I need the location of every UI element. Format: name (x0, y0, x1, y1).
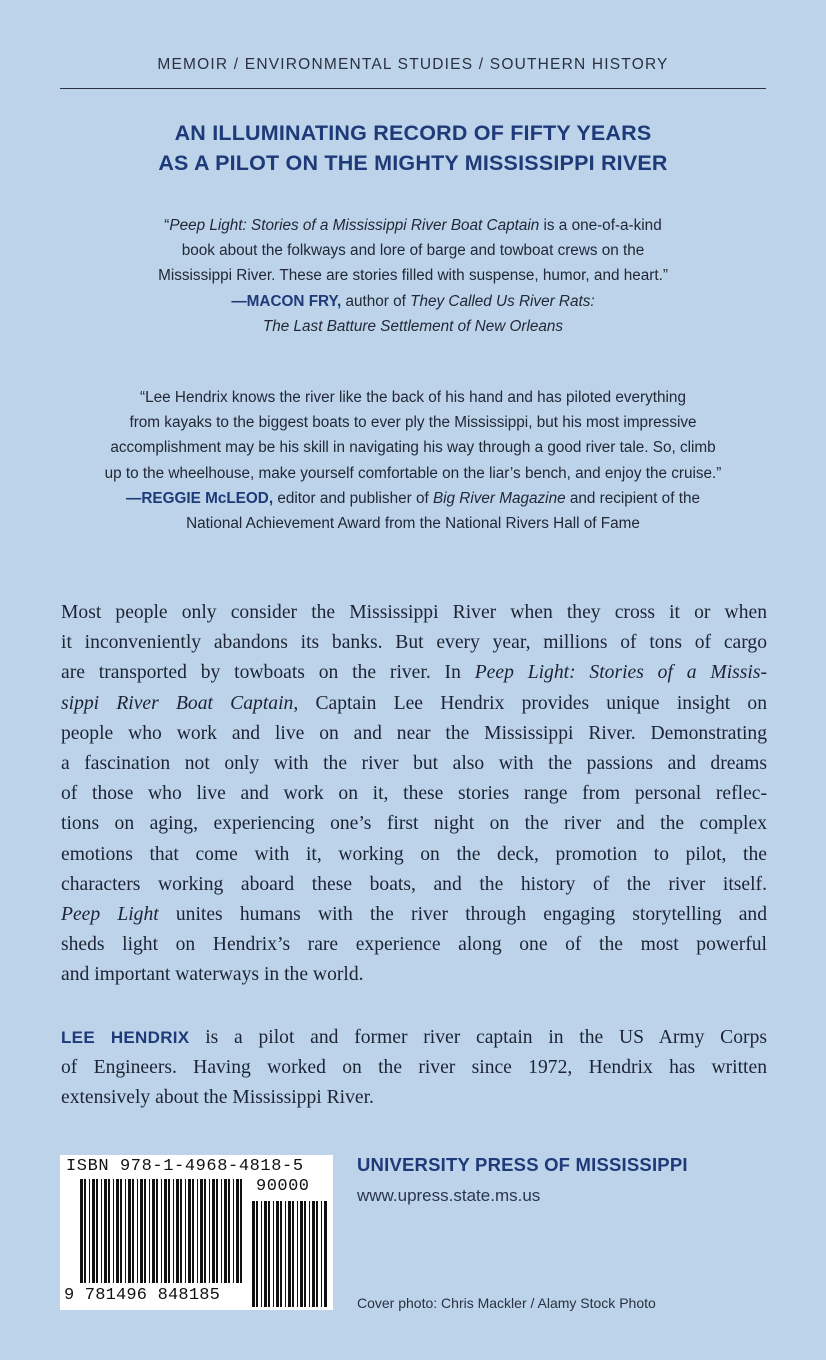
quote1-attribution (40, 289, 786, 314)
desc-line: sheds light on Hendrix’s rare experience along one of the most powerful (61, 934, 767, 956)
headline-line-1: AN ILLUMINATING RECORD OF FIFTY YEARS (174, 121, 652, 145)
barcode-bar (185, 1179, 186, 1283)
desc-text: are transported by towboats on the river. In (61, 662, 475, 684)
barcode-bar (233, 1179, 234, 1283)
quote2-attribution-line-2: National Achievement Award from the National Rivers Hall of Fame (186, 515, 640, 533)
desc-text: unites humans with the river through engaging storytelling and (158, 904, 767, 926)
barcode-bar (192, 1179, 194, 1283)
barcode-bar (180, 1179, 182, 1283)
bio-line (61, 1023, 767, 1053)
category-line: MEMOIR / ENVIRONMENTAL STUDIES / SOUTHERN HISTORY (157, 56, 669, 73)
headline-line-2: AS A PILOT ON THE MIGHTY MISSISSIPPI RIVER (158, 151, 668, 175)
barcode-bar (228, 1179, 230, 1283)
barcode-bar (280, 1201, 282, 1307)
barcode-bar (92, 1179, 95, 1283)
barcode-digits: 9 781496 848185 (64, 1286, 221, 1305)
barcode-bar (209, 1179, 210, 1283)
barcode-bar (309, 1201, 310, 1307)
barcode-bar (316, 1201, 318, 1307)
barcode-bar (116, 1179, 119, 1283)
barcode-bar (324, 1201, 327, 1307)
barcode-bar (288, 1201, 291, 1307)
bio-line: extensively about the Mississippi River. (61, 1087, 374, 1109)
barcode-bar (84, 1179, 86, 1283)
barcode-bar (168, 1179, 170, 1283)
barcode-bar (140, 1179, 143, 1283)
barcode-bar (152, 1179, 155, 1283)
barcode-bar (240, 1179, 242, 1283)
attribution-text: editor and publisher of (273, 489, 433, 507)
price-addon-digits: 90000 (256, 1177, 310, 1196)
barcode-bar (89, 1179, 90, 1283)
barcode-bar (300, 1201, 303, 1307)
barcode-bar (264, 1201, 267, 1307)
barcode-bar (285, 1201, 286, 1307)
attribution-text: author of (341, 292, 411, 310)
quote1-text: is a one-of-a-kind (539, 217, 662, 234)
desc-line: and important waterways in the world. (61, 964, 364, 986)
isbn-barcode (60, 1155, 333, 1310)
barcode-bar (113, 1179, 114, 1283)
attribution-name: —MACON FRY, (231, 292, 342, 310)
open-quote: “ (164, 217, 170, 234)
quote2-line-2: from kayaks to the biggest boats to ever ply the Mississippi, but his most impressive (129, 414, 697, 432)
barcode-bar (132, 1179, 134, 1283)
barcode-bar (149, 1179, 150, 1283)
desc-text: , Captain Lee Hendrix provides unique insight on (293, 692, 767, 714)
barcode-bar (221, 1179, 222, 1283)
quote1-line-3: Mississippi River. These are stories filled with suspense, humor, and heart.” (158, 267, 668, 285)
author-bio (61, 1023, 767, 1114)
barcode-bar (197, 1179, 198, 1283)
quote2-line-3: accomplishment may be his skill in navigating his way through a good river tale. So, climb (110, 439, 716, 457)
barcode-bar (268, 1201, 270, 1307)
blurb-macon-fry (40, 213, 786, 339)
barcode-bar (321, 1201, 322, 1307)
divider (60, 88, 766, 89)
barcode-bar (128, 1179, 131, 1283)
barcode-bar (96, 1179, 98, 1283)
barcode-bar (273, 1201, 274, 1307)
desc-line: emotions that come with it, working on the deck, promotion to pilot, the (61, 843, 767, 865)
barcode-bar (292, 1201, 294, 1307)
barcode-bar (120, 1179, 122, 1283)
barcode-bar (216, 1179, 218, 1283)
desc-line: it inconveniently abandons its banks. But every year, millions of tons of cargo (61, 632, 767, 654)
bio-text: is a pilot and former river captain in the US Army Corps (189, 1027, 767, 1048)
blurb-reggie-mcleod (40, 385, 786, 536)
barcode-bar (108, 1179, 110, 1283)
barcode-bar (204, 1179, 206, 1283)
quote2-line-1: “Lee Hendrix knows the river like the back of his hand and has piloted everything (140, 389, 686, 406)
desc-book-title: sippi River Boat Captain (61, 692, 294, 714)
author-name: LEE HENDRIX (61, 1028, 190, 1047)
desc-line: people who work and live on and near the Mississippi River. Demonstrating (61, 722, 767, 744)
barcode-bar (252, 1201, 255, 1307)
desc-line (61, 900, 767, 930)
desc-line (61, 658, 767, 688)
barcode-bar (161, 1179, 162, 1283)
quote1-line-2: book about the folkways and lore of barge and towboat crews on the (181, 242, 645, 260)
barcode-bar (188, 1179, 191, 1283)
barcode-bar (176, 1179, 179, 1283)
book-title: Peep Light: Stories of a Mississippi River Boat Captain (169, 217, 540, 234)
barcode-bar (304, 1201, 306, 1307)
barcode-bar (276, 1201, 279, 1307)
barcode-bar (312, 1201, 315, 1307)
barcode-bar (125, 1179, 126, 1283)
barcode-bar (156, 1179, 158, 1283)
barcode-bar (261, 1201, 262, 1307)
barcode-bar (104, 1179, 107, 1283)
attribution-magazine: Big River Magazine (432, 489, 566, 507)
barcode-bar (236, 1179, 239, 1283)
quote2-attribution (40, 486, 786, 511)
barcode-bar (173, 1179, 174, 1283)
description (61, 598, 767, 991)
attribution-name: —REGGIE McLEOD, (126, 489, 274, 507)
desc-line: Most people only consider the Mississippi River when they cross it or when (61, 602, 767, 623)
bio-line: of Engineers. Having worked on the river since 1972, Hendrix has written (61, 1057, 767, 1079)
barcode-bar (164, 1179, 167, 1283)
barcode-bar (137, 1179, 138, 1283)
barcode-bar (224, 1179, 227, 1283)
barcode-bar (80, 1179, 83, 1283)
headline (0, 118, 826, 178)
publisher-name: UNIVERSITY PRESS OF MISSISSIPPI (357, 1154, 688, 1175)
attribution-text-2: and recipient of the (565, 489, 700, 507)
attribution-book: They Called Us River Rats: (410, 292, 595, 310)
barcode-bar (101, 1179, 102, 1283)
isbn-text: ISBN 978-1-4968-4818-5 (66, 1157, 304, 1176)
photo-credit: Cover photo: Chris Mackler / Alamy Stock Photo (357, 1295, 656, 1311)
barcode-bar (297, 1201, 298, 1307)
barcode-bar (212, 1179, 215, 1283)
barcode-bar (256, 1201, 258, 1307)
desc-book-title: Peep Light: Stories of a Missis- (474, 662, 767, 684)
publisher-url[interactable]: www.upress.state.ms.us (357, 1186, 541, 1205)
desc-line: a fascination not only with the river but also with the passions and dreams (61, 753, 767, 775)
quote1-line-1 (40, 213, 786, 238)
barcode-bar (200, 1179, 203, 1283)
quote2-line-4: up to the wheelhouse, make yourself comfortable on the liar’s bench, and enjoy the cruise.” (104, 464, 722, 482)
desc-line (61, 689, 767, 719)
desc-book-title: Peep Light (61, 904, 159, 926)
desc-line: tions on aging, experiencing one’s first night on the river and the complex (61, 813, 767, 835)
desc-line: characters working aboard these boats, and the history of the river itself. (61, 873, 767, 895)
barcode-bar (144, 1179, 146, 1283)
quote1-attribution-book-2: The Last Batture Settlement of New Orleans (262, 317, 564, 335)
desc-line: of those who live and work on it, these stories range from personal reflec- (61, 783, 767, 805)
